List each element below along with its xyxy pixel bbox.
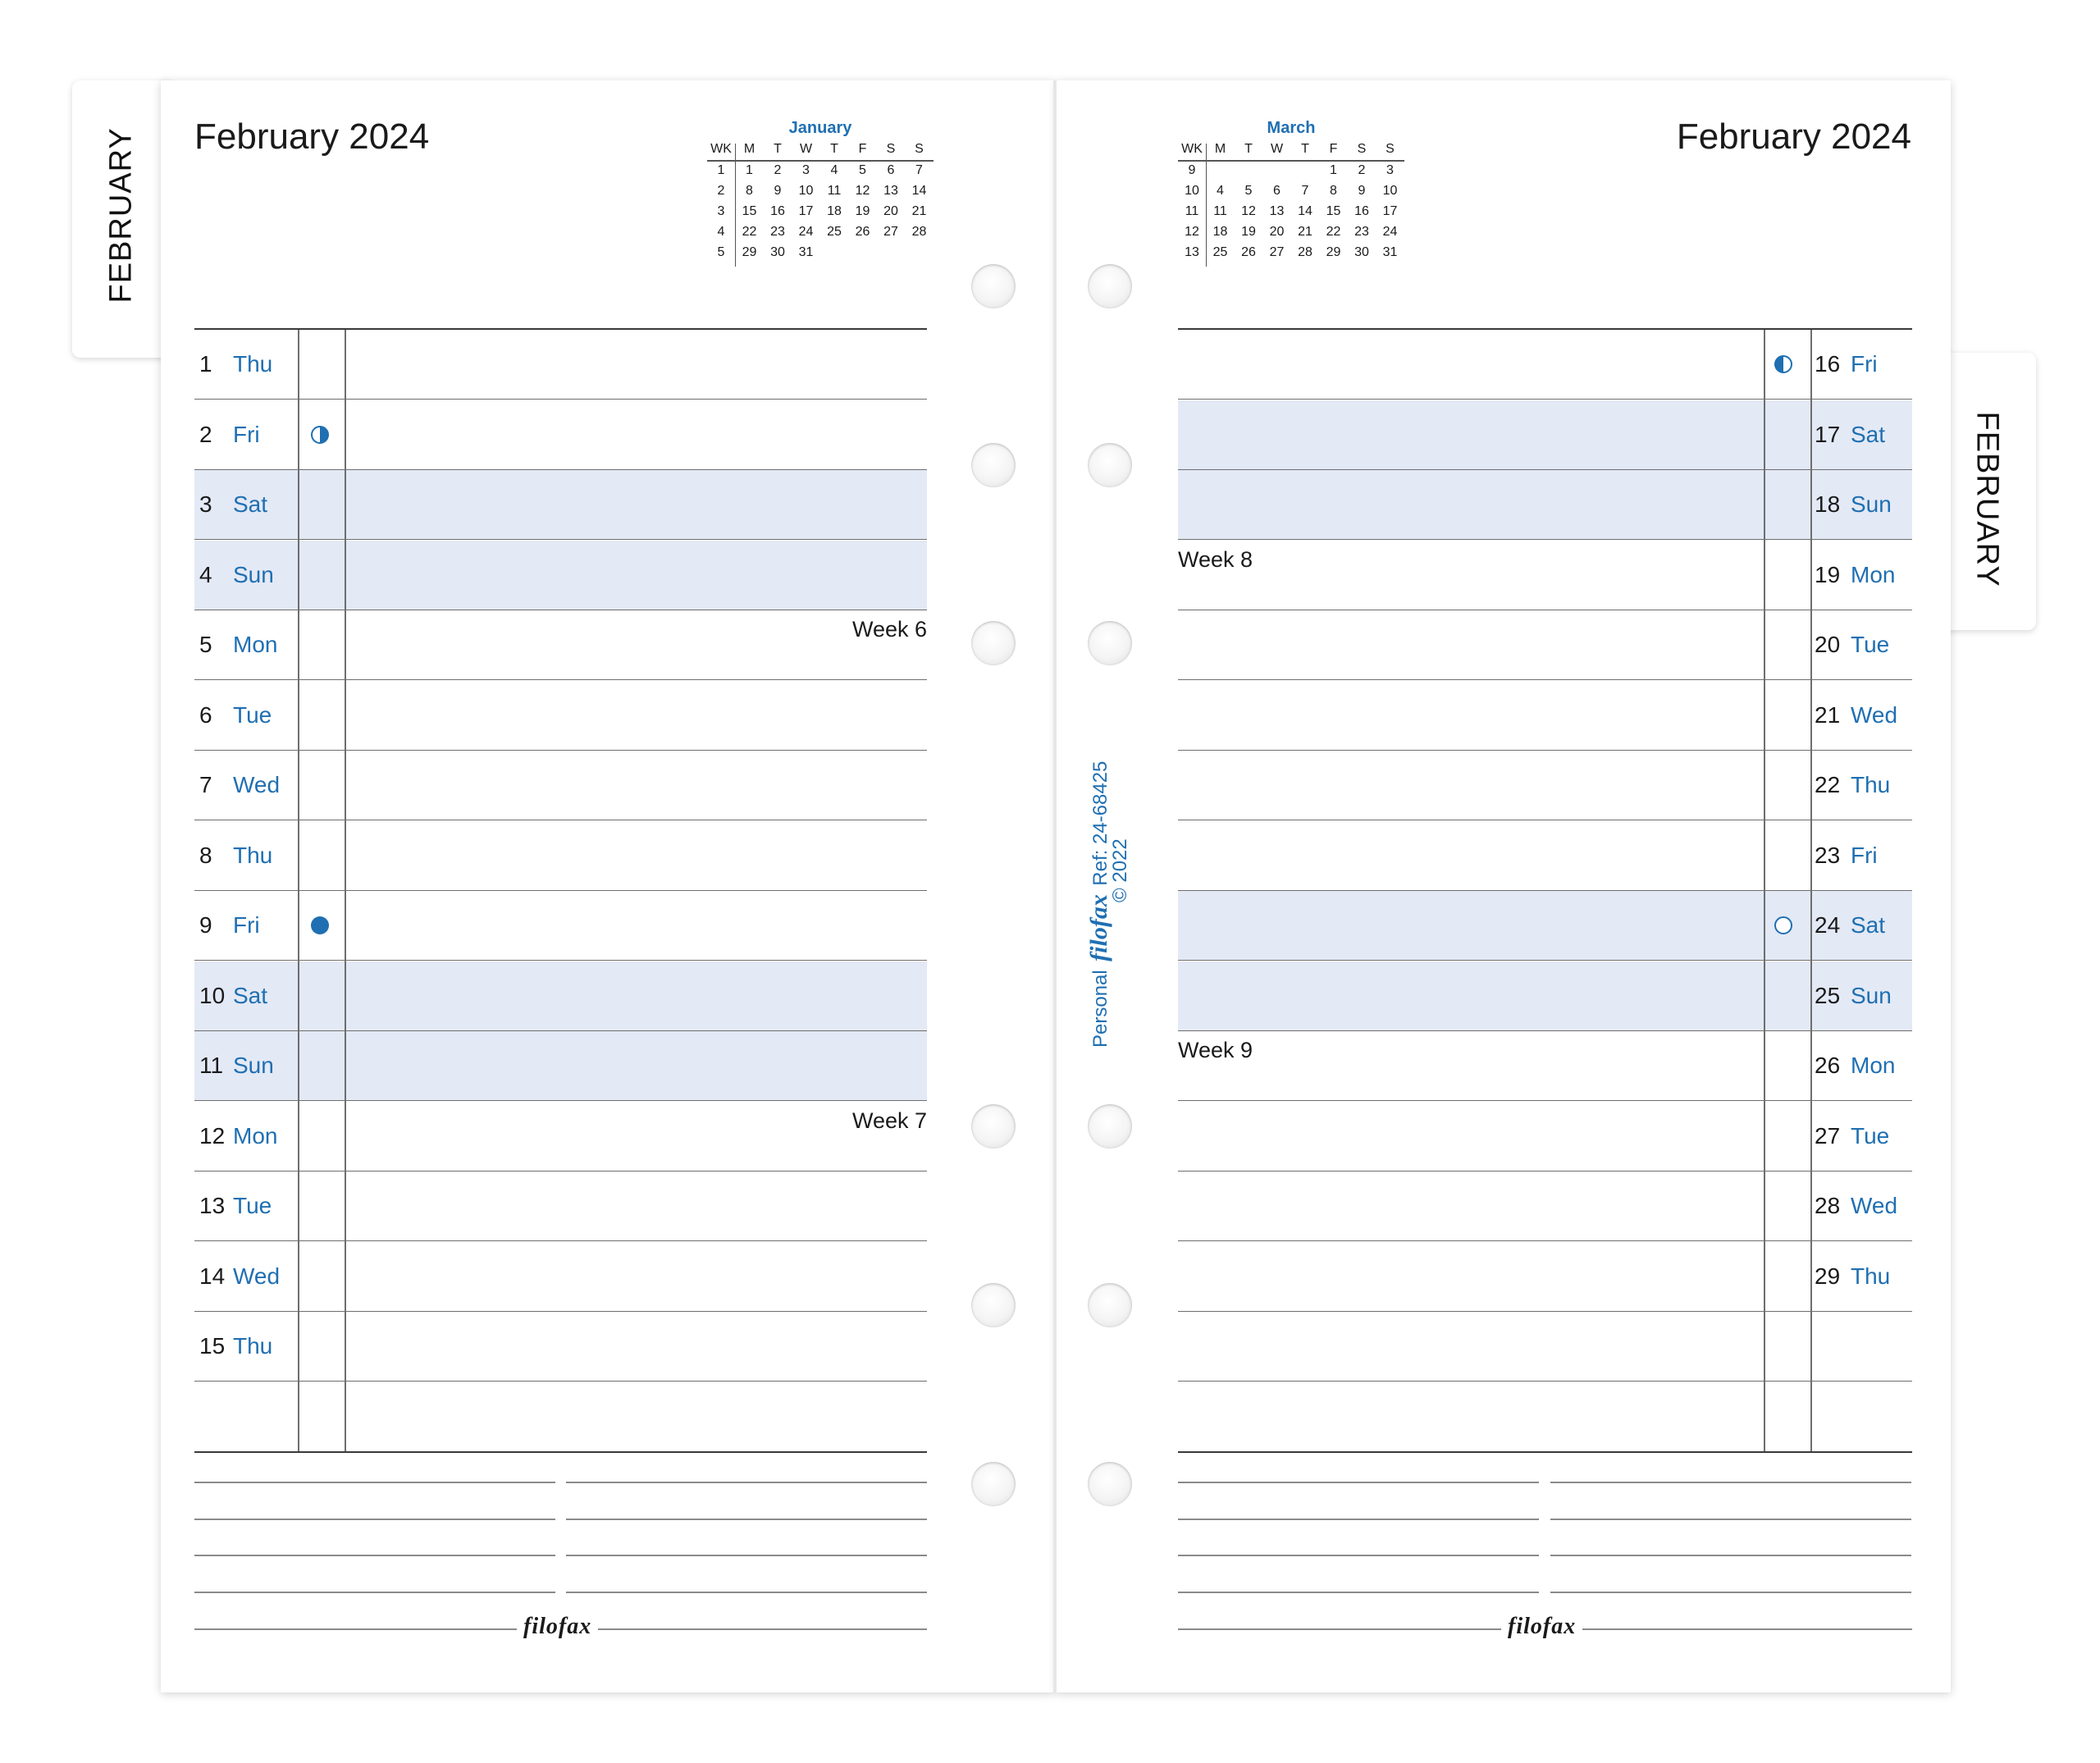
first-quarter-moon-icon: [1774, 355, 1792, 373]
day-number: 4: [199, 561, 212, 587]
mini-calendar-header: M: [1214, 142, 1226, 156]
day-name: Fri: [233, 912, 260, 938]
mini-calendar-cell: 21: [911, 204, 927, 218]
full-moon-icon: [1774, 916, 1792, 934]
day-name: Wed: [1851, 1193, 1898, 1218]
day-number: 25: [1815, 982, 1841, 1008]
mini-calendar-cell: 17: [1382, 204, 1398, 218]
day-number: 3: [199, 491, 212, 517]
mini-calendar-cell: 11: [1213, 204, 1227, 218]
binder-hole: [1088, 264, 1132, 308]
mini-calendar-cell: 7: [1301, 184, 1309, 198]
day-row[interactable]: [1178, 400, 1912, 470]
day-row[interactable]: [1178, 681, 1912, 751]
day-row[interactable]: [1178, 1382, 1912, 1452]
left-page-title: February 2024: [194, 116, 430, 157]
day-name: Wed: [233, 772, 281, 797]
mini-calendar-cell: 5: [1244, 184, 1253, 198]
mini-calendar-cell: 20: [883, 204, 898, 218]
mini-calendar-cell: 3: [1386, 163, 1394, 177]
day-row[interactable]: [194, 400, 927, 470]
mini-calendar-cell: 9: [1188, 163, 1196, 177]
day-name: Mon: [233, 1122, 278, 1149]
day-row[interactable]: [194, 681, 927, 751]
mini-calendar-cell: 9: [1358, 184, 1366, 198]
binder-hole: [971, 1104, 1016, 1149]
spine-ref: Ref: 24-68425: [1089, 760, 1112, 886]
day-number: 23: [1815, 842, 1841, 868]
mini-calendar-cell: 1: [717, 163, 725, 177]
mini-calendar-cell: 18: [827, 204, 842, 218]
day-name: Sat: [1851, 421, 1886, 447]
binder-hole: [971, 1462, 1016, 1506]
right-mini_calendar-title: March: [1267, 119, 1316, 137]
note-line: [1550, 1555, 1911, 1556]
mini-calendar-cell: 19: [855, 204, 870, 218]
mini-calendar-cell: 6: [887, 163, 895, 177]
mini-calendar-cell: 27: [1269, 245, 1285, 259]
spine-brand: filofax: [1085, 894, 1112, 961]
binder-hole: [971, 443, 1016, 487]
mini-calendar-cell: 13: [1185, 245, 1199, 259]
day-row[interactable]: [194, 470, 927, 540]
day-row[interactable]: [194, 961, 927, 1031]
binder-hole: [971, 621, 1016, 665]
day-number: 13: [199, 1193, 226, 1218]
day-name: Thu: [233, 351, 273, 377]
day-row[interactable]: [194, 751, 927, 820]
right-page-title: February 2024: [1676, 116, 1911, 157]
day-number: 2: [199, 421, 212, 447]
mini-calendar-cell: 5: [859, 163, 866, 177]
day-number: 15: [199, 1333, 226, 1359]
mini-calendar-cell: 4: [830, 163, 838, 177]
day-name: Sat: [1851, 912, 1886, 938]
mini-calendar-cell: 14: [911, 184, 927, 198]
binder-hole: [1088, 1104, 1132, 1149]
mini-calendar-cell: 18: [1212, 225, 1228, 239]
mini-calendar-cell: 23: [1354, 225, 1369, 239]
day-number: 22: [1815, 772, 1841, 797]
mini-calendar-cell: 29: [742, 245, 757, 259]
note-line: [1550, 1482, 1911, 1483]
week-label: Week 8: [1178, 546, 1253, 572]
mini-calendar-header: T: [1301, 142, 1309, 156]
day-number: 20: [1815, 632, 1841, 657]
day-row[interactable]: [194, 1312, 927, 1382]
note-line: [566, 1592, 927, 1593]
mini-calendar-header: F: [1329, 142, 1338, 156]
left-footer-brand: filofax: [517, 1614, 598, 1640]
day-name: Sun: [233, 1053, 274, 1078]
day-row[interactable]: [1178, 961, 1912, 1031]
mini-calendar-header: T: [830, 142, 838, 156]
day-name: Tue: [1851, 632, 1890, 657]
day-row[interactable]: [1178, 1031, 1912, 1101]
mini-calendar-cell: 26: [855, 225, 870, 239]
day-number: 9: [199, 912, 212, 938]
mini-calendar-cell: 3: [802, 163, 810, 177]
mini-calendar-cell: 2: [717, 184, 725, 198]
day-number: 8: [199, 842, 212, 868]
day-name: Thu: [1851, 1263, 1891, 1289]
mini-calendar-cell: 21: [1298, 225, 1312, 239]
day-name: Thu: [1851, 772, 1891, 797]
note-line: [1178, 1555, 1539, 1556]
right-grid-bottom-rule: [1178, 1451, 1912, 1453]
day-row[interactable]: [1178, 1312, 1912, 1382]
note-line: [194, 1592, 555, 1593]
grid-divider-2: [1810, 330, 1812, 1452]
day-number: 11: [199, 1053, 224, 1078]
note-line: [194, 1519, 555, 1520]
day-row[interactable]: [1178, 610, 1912, 680]
mini-calendar-cell: 16: [1354, 204, 1369, 218]
day-number: 10: [199, 982, 226, 1008]
mini-calendar-rule: [707, 160, 934, 162]
mini-calendar-cell: 12: [1241, 204, 1256, 218]
day-name: Sun: [233, 561, 274, 587]
mini-calendar-header: F: [858, 142, 867, 156]
note-line: [1178, 1482, 1539, 1483]
day-row[interactable]: [1178, 1102, 1912, 1172]
binder-hole: [971, 1283, 1016, 1327]
mini-calendar-cell: 13: [883, 184, 898, 198]
mini-calendar-cell: 30: [1354, 245, 1369, 259]
mini-calendar-cell: 20: [1269, 225, 1285, 239]
mini-calendar-cell: 12: [855, 184, 870, 198]
mini-calendar-header: WK: [1181, 142, 1203, 156]
day-row[interactable]: [194, 330, 927, 400]
mini-calendar-cell: 25: [827, 225, 842, 239]
day-name: Sun: [1851, 982, 1892, 1008]
mini-calendar-cell: 30: [770, 245, 785, 259]
mini-calendar-cell: 22: [1326, 225, 1341, 239]
mini-calendar-cell: 10: [798, 184, 814, 198]
day-row[interactable]: [1178, 541, 1912, 610]
day-number: 6: [199, 701, 212, 728]
mini-calendar-header: T: [774, 142, 782, 156]
day-row[interactable]: [1178, 821, 1912, 891]
day-number: 21: [1815, 701, 1841, 728]
mini-calendar-cell: 25: [1212, 245, 1228, 259]
mini-calendar-cell: 2: [1358, 163, 1366, 177]
day-number: 19: [1815, 561, 1841, 587]
left-grid-bottom-rule: [194, 1451, 927, 1453]
day-name: Fri: [1851, 351, 1878, 377]
day-row[interactable]: [194, 1172, 927, 1241]
day-row[interactable]: [1178, 1242, 1912, 1312]
day-name: Thu: [233, 842, 273, 868]
mini-calendar-cell: 1: [1330, 163, 1337, 177]
mini-calendar-header: W: [799, 142, 813, 156]
mini-calendar-cell: 4: [1217, 184, 1224, 198]
note-line: [1178, 1592, 1539, 1593]
day-row[interactable]: [1178, 751, 1912, 820]
day-name: Wed: [1851, 701, 1898, 728]
day-number: 18: [1815, 491, 1841, 517]
mini-calendar-cell: 12: [1185, 225, 1199, 239]
day-row[interactable]: [1178, 1172, 1912, 1241]
day-number: 1: [199, 351, 212, 377]
day-number: 16: [1815, 351, 1841, 377]
grid-divider-2: [345, 330, 346, 1452]
day-row[interactable]: [194, 1382, 927, 1452]
mini-calendar-header: S: [886, 142, 896, 156]
day-row[interactable]: [194, 1031, 927, 1101]
left-mini_calendar-title: January: [788, 119, 852, 137]
mini-calendar-cell: 13: [1269, 204, 1285, 218]
day-row[interactable]: [1178, 330, 1912, 400]
binder-hole: [1088, 1283, 1132, 1327]
mini-calendar-cell: 15: [1326, 204, 1341, 218]
mini-calendar-cell: 26: [1241, 245, 1256, 259]
day-row[interactable]: [1178, 470, 1912, 540]
day-name: Tue: [233, 1193, 272, 1218]
mini-calendar-cell: 1: [746, 163, 753, 177]
mini-calendar-cell: 7: [915, 163, 923, 177]
binder-hole: [1088, 621, 1132, 665]
binder-hole: [1088, 443, 1132, 487]
grid-divider-1: [298, 330, 299, 1452]
day-number: 24: [1815, 912, 1841, 938]
note-line: [566, 1555, 927, 1556]
day-name: Thu: [233, 1333, 273, 1359]
day-number: 14: [199, 1263, 226, 1289]
mini-calendar-cell: 28: [911, 225, 927, 239]
mini-calendar-header: W: [1270, 142, 1284, 156]
mini-calendar-cell: 27: [883, 225, 898, 239]
mini-calendar-rule: [1178, 160, 1404, 162]
day-row[interactable]: [194, 1102, 927, 1172]
note-line: [194, 1482, 555, 1483]
mini-calendar-header: M: [743, 142, 756, 156]
mini-calendar-cell: 24: [798, 225, 814, 239]
mini-calendar-cell: 31: [798, 245, 814, 259]
day-row[interactable]: [194, 610, 927, 680]
mini-calendar-cell: 14: [1298, 204, 1312, 218]
mini-calendar-header: S: [1386, 142, 1395, 156]
spine-copyright: © 2022: [1109, 838, 1131, 902]
day-row[interactable]: [194, 891, 927, 961]
mini-calendar-cell: 10: [1185, 184, 1199, 198]
mini-calendar-cell: 29: [1326, 245, 1341, 259]
mini-calendar-cell: 4: [717, 225, 725, 239]
mini-calendar-cell: 16: [770, 204, 785, 218]
day-name: Mon: [233, 632, 278, 657]
last-quarter-moon-icon: [311, 426, 329, 444]
day-number: 26: [1815, 1053, 1841, 1078]
left-month-tab[interactable]: [72, 80, 171, 358]
day-number: 12: [199, 1122, 226, 1149]
mini-calendar-cell: 6: [1273, 184, 1281, 198]
day-row[interactable]: [1178, 891, 1912, 961]
mini-calendar-cell: 9: [774, 184, 782, 198]
day-row[interactable]: [194, 1242, 927, 1312]
mini-calendar-cell: 23: [770, 225, 785, 239]
mini-calendar-cell: 10: [1382, 184, 1398, 198]
day-name: Sat: [233, 491, 268, 517]
mini-calendar-header: S: [915, 142, 924, 156]
day-number: 5: [199, 632, 212, 657]
day-number: 17: [1815, 421, 1841, 447]
week-label: Week 6: [851, 617, 927, 642]
day-name: Fri: [1851, 842, 1878, 868]
mini-calendar-header: S: [1357, 142, 1367, 156]
mini-calendar-cell: 11: [1185, 204, 1199, 218]
day-name: Tue: [233, 701, 272, 728]
mini-calendar-cell: 5: [717, 245, 725, 259]
mini-calendar-cell: 8: [1330, 184, 1337, 198]
mini-calendar-cell: 19: [1241, 225, 1256, 239]
day-name: Fri: [233, 421, 260, 447]
mini-calendar-cell: 22: [742, 225, 757, 239]
day-number: 27: [1815, 1122, 1841, 1149]
mini-calendar-header: WK: [710, 142, 732, 156]
day-name: Wed: [233, 1263, 281, 1289]
mini-calendar-cell: 2: [774, 163, 782, 177]
week-label: Week 7: [851, 1108, 927, 1133]
mini-calendar-header: T: [1244, 142, 1253, 156]
note-line: [566, 1482, 927, 1483]
grid-divider-1: [1764, 330, 1765, 1452]
mini-calendar-cell: 11: [827, 184, 842, 198]
day-name: Sat: [233, 982, 268, 1008]
day-row[interactable]: [194, 541, 927, 610]
day-name: Mon: [1851, 561, 1896, 587]
binder-hole: [971, 264, 1016, 308]
day-name: Mon: [1851, 1053, 1896, 1078]
mini-calendar-cell: 17: [798, 204, 814, 218]
day-number: 28: [1815, 1193, 1841, 1218]
mini-calendar-cell: 8: [746, 184, 753, 198]
day-row[interactable]: [194, 821, 927, 891]
binder-hole: [1088, 1462, 1132, 1506]
day-number: 7: [199, 772, 212, 797]
note-line: [1178, 1519, 1539, 1520]
mini-calendar-cell: 15: [742, 204, 757, 218]
right-footer-brand: filofax: [1501, 1614, 1582, 1640]
mini-calendar-cell: 28: [1298, 245, 1312, 259]
spine-size: Personal: [1089, 970, 1112, 1048]
day-name: Sun: [1851, 491, 1892, 517]
right-month-tab-label: FEBRUARY: [1970, 411, 2005, 587]
new-moon-icon: [311, 916, 329, 934]
left-month-tab-label: FEBRUARY: [103, 127, 139, 304]
center-fold: [1053, 80, 1057, 1692]
note-line: [194, 1555, 555, 1556]
week-label: Week 9: [1178, 1038, 1253, 1062]
day-name: Tue: [1851, 1122, 1890, 1149]
day-number: 29: [1815, 1263, 1841, 1289]
mini-calendar-cell: 24: [1382, 225, 1398, 239]
mini-calendar-cell: 31: [1382, 245, 1398, 259]
note-line: [1550, 1519, 1911, 1520]
note-line: [1550, 1592, 1911, 1593]
note-line: [566, 1519, 927, 1520]
mini-calendar-cell: 3: [717, 204, 725, 218]
